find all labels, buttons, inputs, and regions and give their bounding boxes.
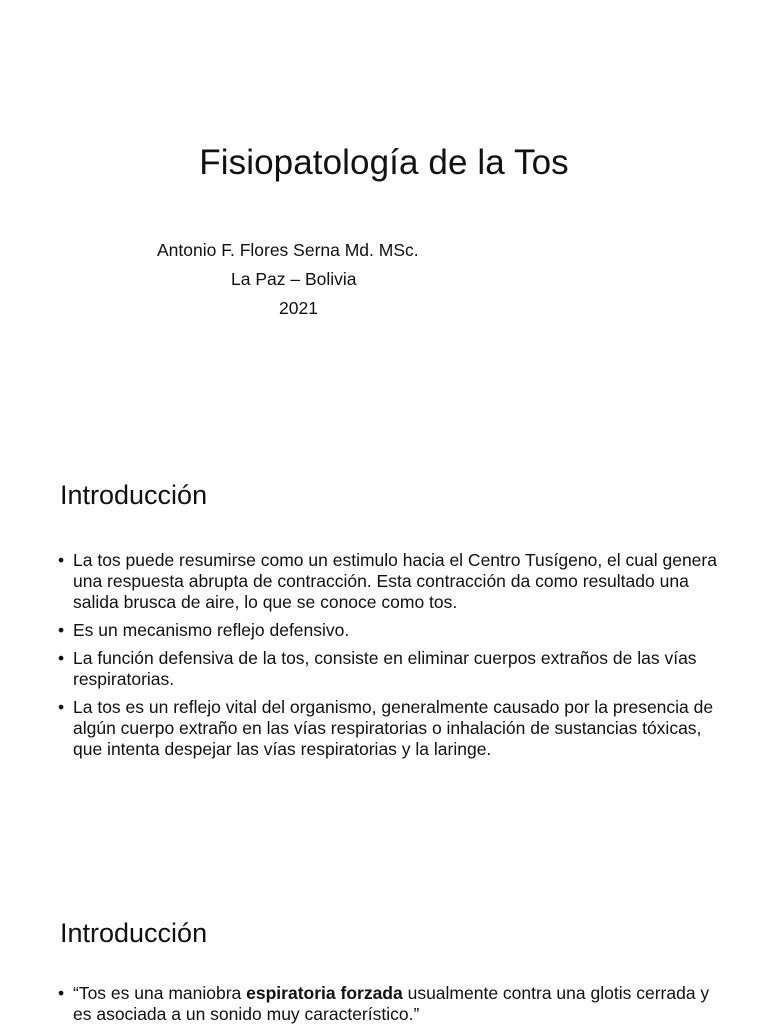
definition-slide (0, 880, 768, 1024)
quote-text: .” (408, 1004, 420, 1024)
list-item (58, 620, 724, 641)
list-item (58, 648, 724, 690)
list-item (58, 983, 724, 1025)
bullet-icon: • (58, 697, 65, 717)
bullet-icon: • (58, 620, 65, 640)
slide-heading: Introducción (60, 918, 208, 948)
title-slide (0, 0, 768, 384)
bullet-text: La tos puede resumirse como un estimulo hacia el Centro Tusígeno, el cual genera una respuesta abrupta de contracción. Esta contracción da como resultado una salida brusca de aire, lo que se conoce como tos. (73, 550, 717, 612)
list-item (58, 697, 724, 760)
bullet-text: La tos es un reflejo vital del organismo, generalmente causado por la presencia de algún cuerpo extraño en las vías respiratorias o inhalación de sustancias tóxicas, que intenta despejar las vías respiratorias y la laringe. (73, 697, 714, 759)
bullet-icon: • (58, 550, 65, 570)
bullet-icon: • (58, 648, 65, 668)
bullet-text: Es un mecanismo reflejo defensivo. (73, 620, 350, 640)
intro-slide (0, 432, 768, 832)
quote-text: “Tos es una maniobra (73, 983, 247, 1003)
year: 2021 (279, 298, 318, 318)
author-name: Antonio F. Flores Serna Md. MSc. (157, 240, 419, 260)
slide-heading: Introducción (60, 480, 208, 510)
bullet-icon: • (58, 983, 65, 1003)
bullet-list (58, 550, 724, 767)
presentation-title: Fisiopatología de la Tos (199, 143, 569, 182)
definition-quote (73, 983, 709, 1024)
quote-text: usualmente contra una glotis (402, 983, 637, 1003)
list-item (58, 550, 724, 613)
bullet-text: La función defensiva de la tos, consiste en eliminar cuerpos extraños de las vías respiratorias. (73, 648, 697, 689)
bullet-list (58, 983, 724, 1032)
location: La Paz – Bolivia (231, 269, 357, 289)
quote-text: cerrada y es asociada a un sonido muy característico (73, 983, 710, 1024)
quote-emphasis: espiratoria forzada (246, 983, 403, 1003)
